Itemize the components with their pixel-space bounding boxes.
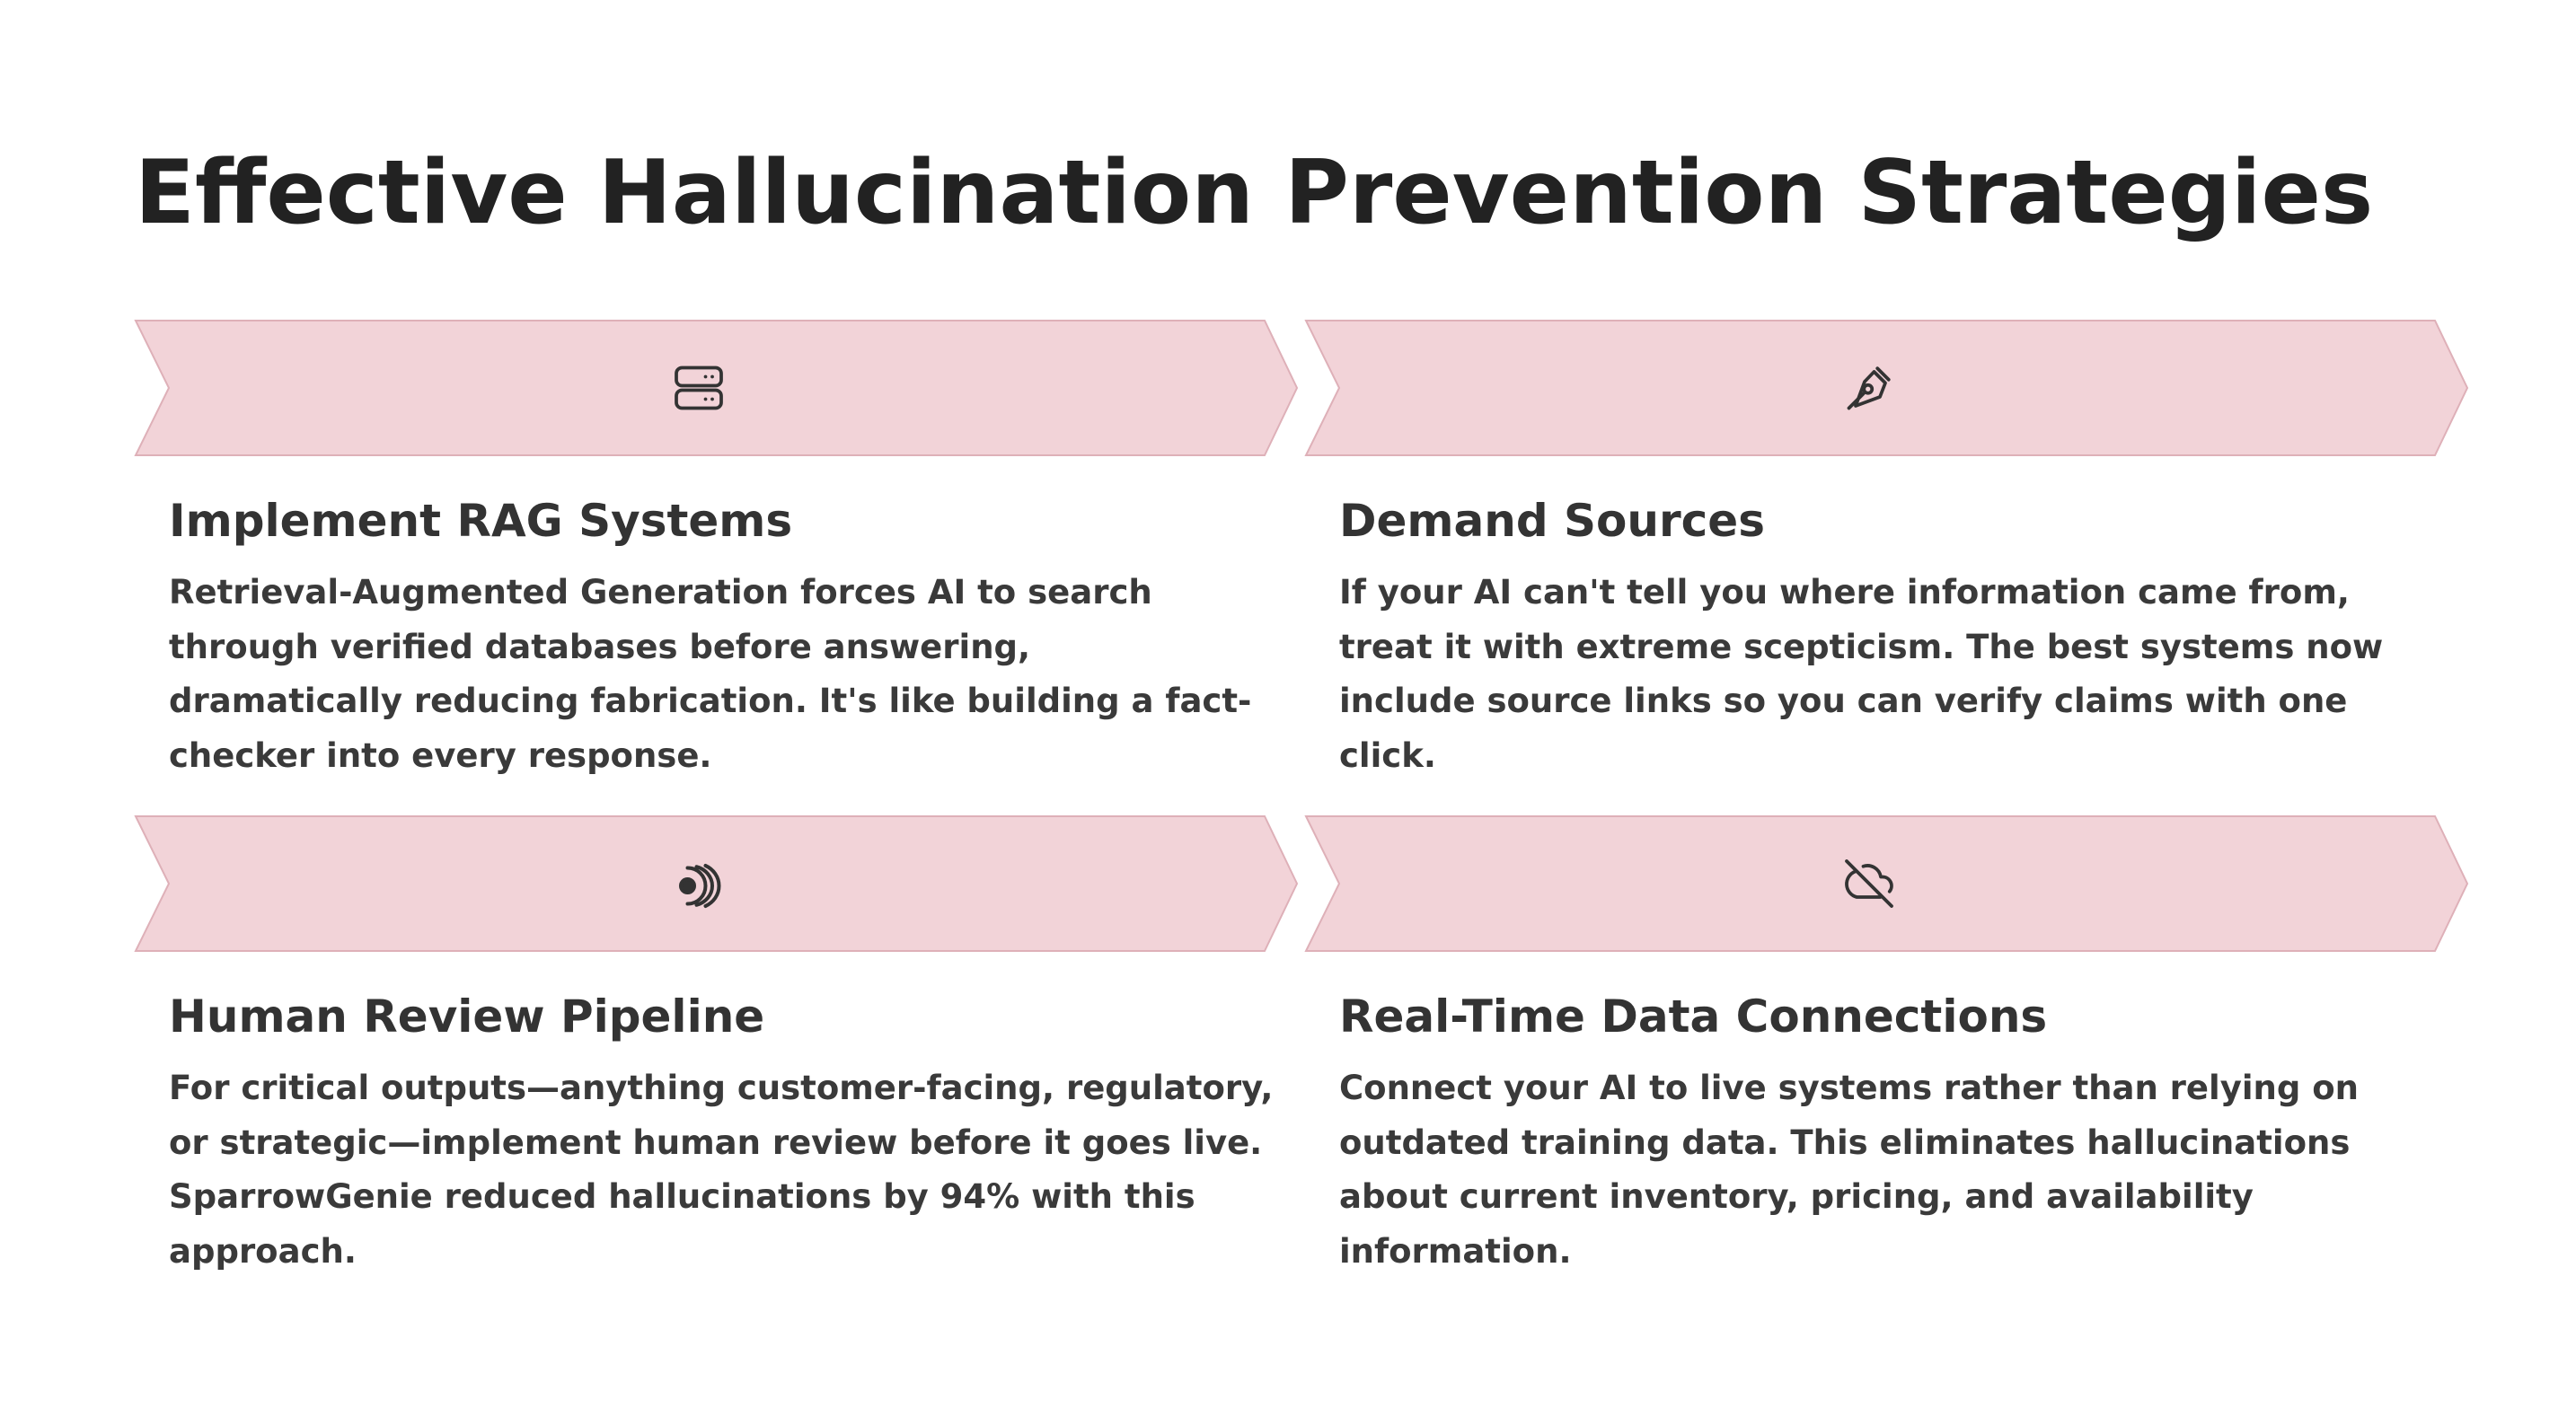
card-description: For critical outputs—anything customer-facing, regulatory, or strategic—implement human review before it goes live. SparrowGenie reduced hallucinations by 94% with this approach. <box>169 1069 1274 1271</box>
card-title: Demand Sources <box>1339 495 1765 547</box>
strategy-card-sources <box>1305 320 2469 805</box>
card-description: If your AI can't tell you where information came from, treat it with extreme scepticism. The best systems now include source links so you can verify claims with one click. <box>1339 573 2384 775</box>
server-icon <box>672 361 726 415</box>
chevron-banner <box>1305 320 2469 456</box>
card-description: Retrieval-Augmented Generation forces AI to search through verified databases before answering, dramatically reducing fabrication. It's like building a fact-checker into every response. <box>169 573 1252 775</box>
pen-nib-icon <box>1842 361 1896 415</box>
card-title: Implement RAG Systems <box>169 495 793 547</box>
chevron-banner <box>135 320 1299 456</box>
chevron-banner <box>1305 815 2469 952</box>
page-title: Effective Hallucination Prevention Strategies <box>135 142 2374 244</box>
cloud-off-icon <box>1842 857 1896 911</box>
card-title: Human Review Pipeline <box>169 990 765 1043</box>
audio-waves-icon <box>672 857 726 911</box>
strategy-card-real-time-data <box>1305 815 2469 1300</box>
card-title: Real-Time Data Connections <box>1339 990 2048 1043</box>
strategy-card-human-review <box>135 815 1299 1300</box>
strategy-card-rag <box>135 320 1299 805</box>
chevron-banner <box>135 815 1299 952</box>
card-description: Connect your AI to live systems rather than relying on outdated training data. This eliminates hallucinations about current inventory, pricing, and availability information. <box>1339 1069 2359 1271</box>
